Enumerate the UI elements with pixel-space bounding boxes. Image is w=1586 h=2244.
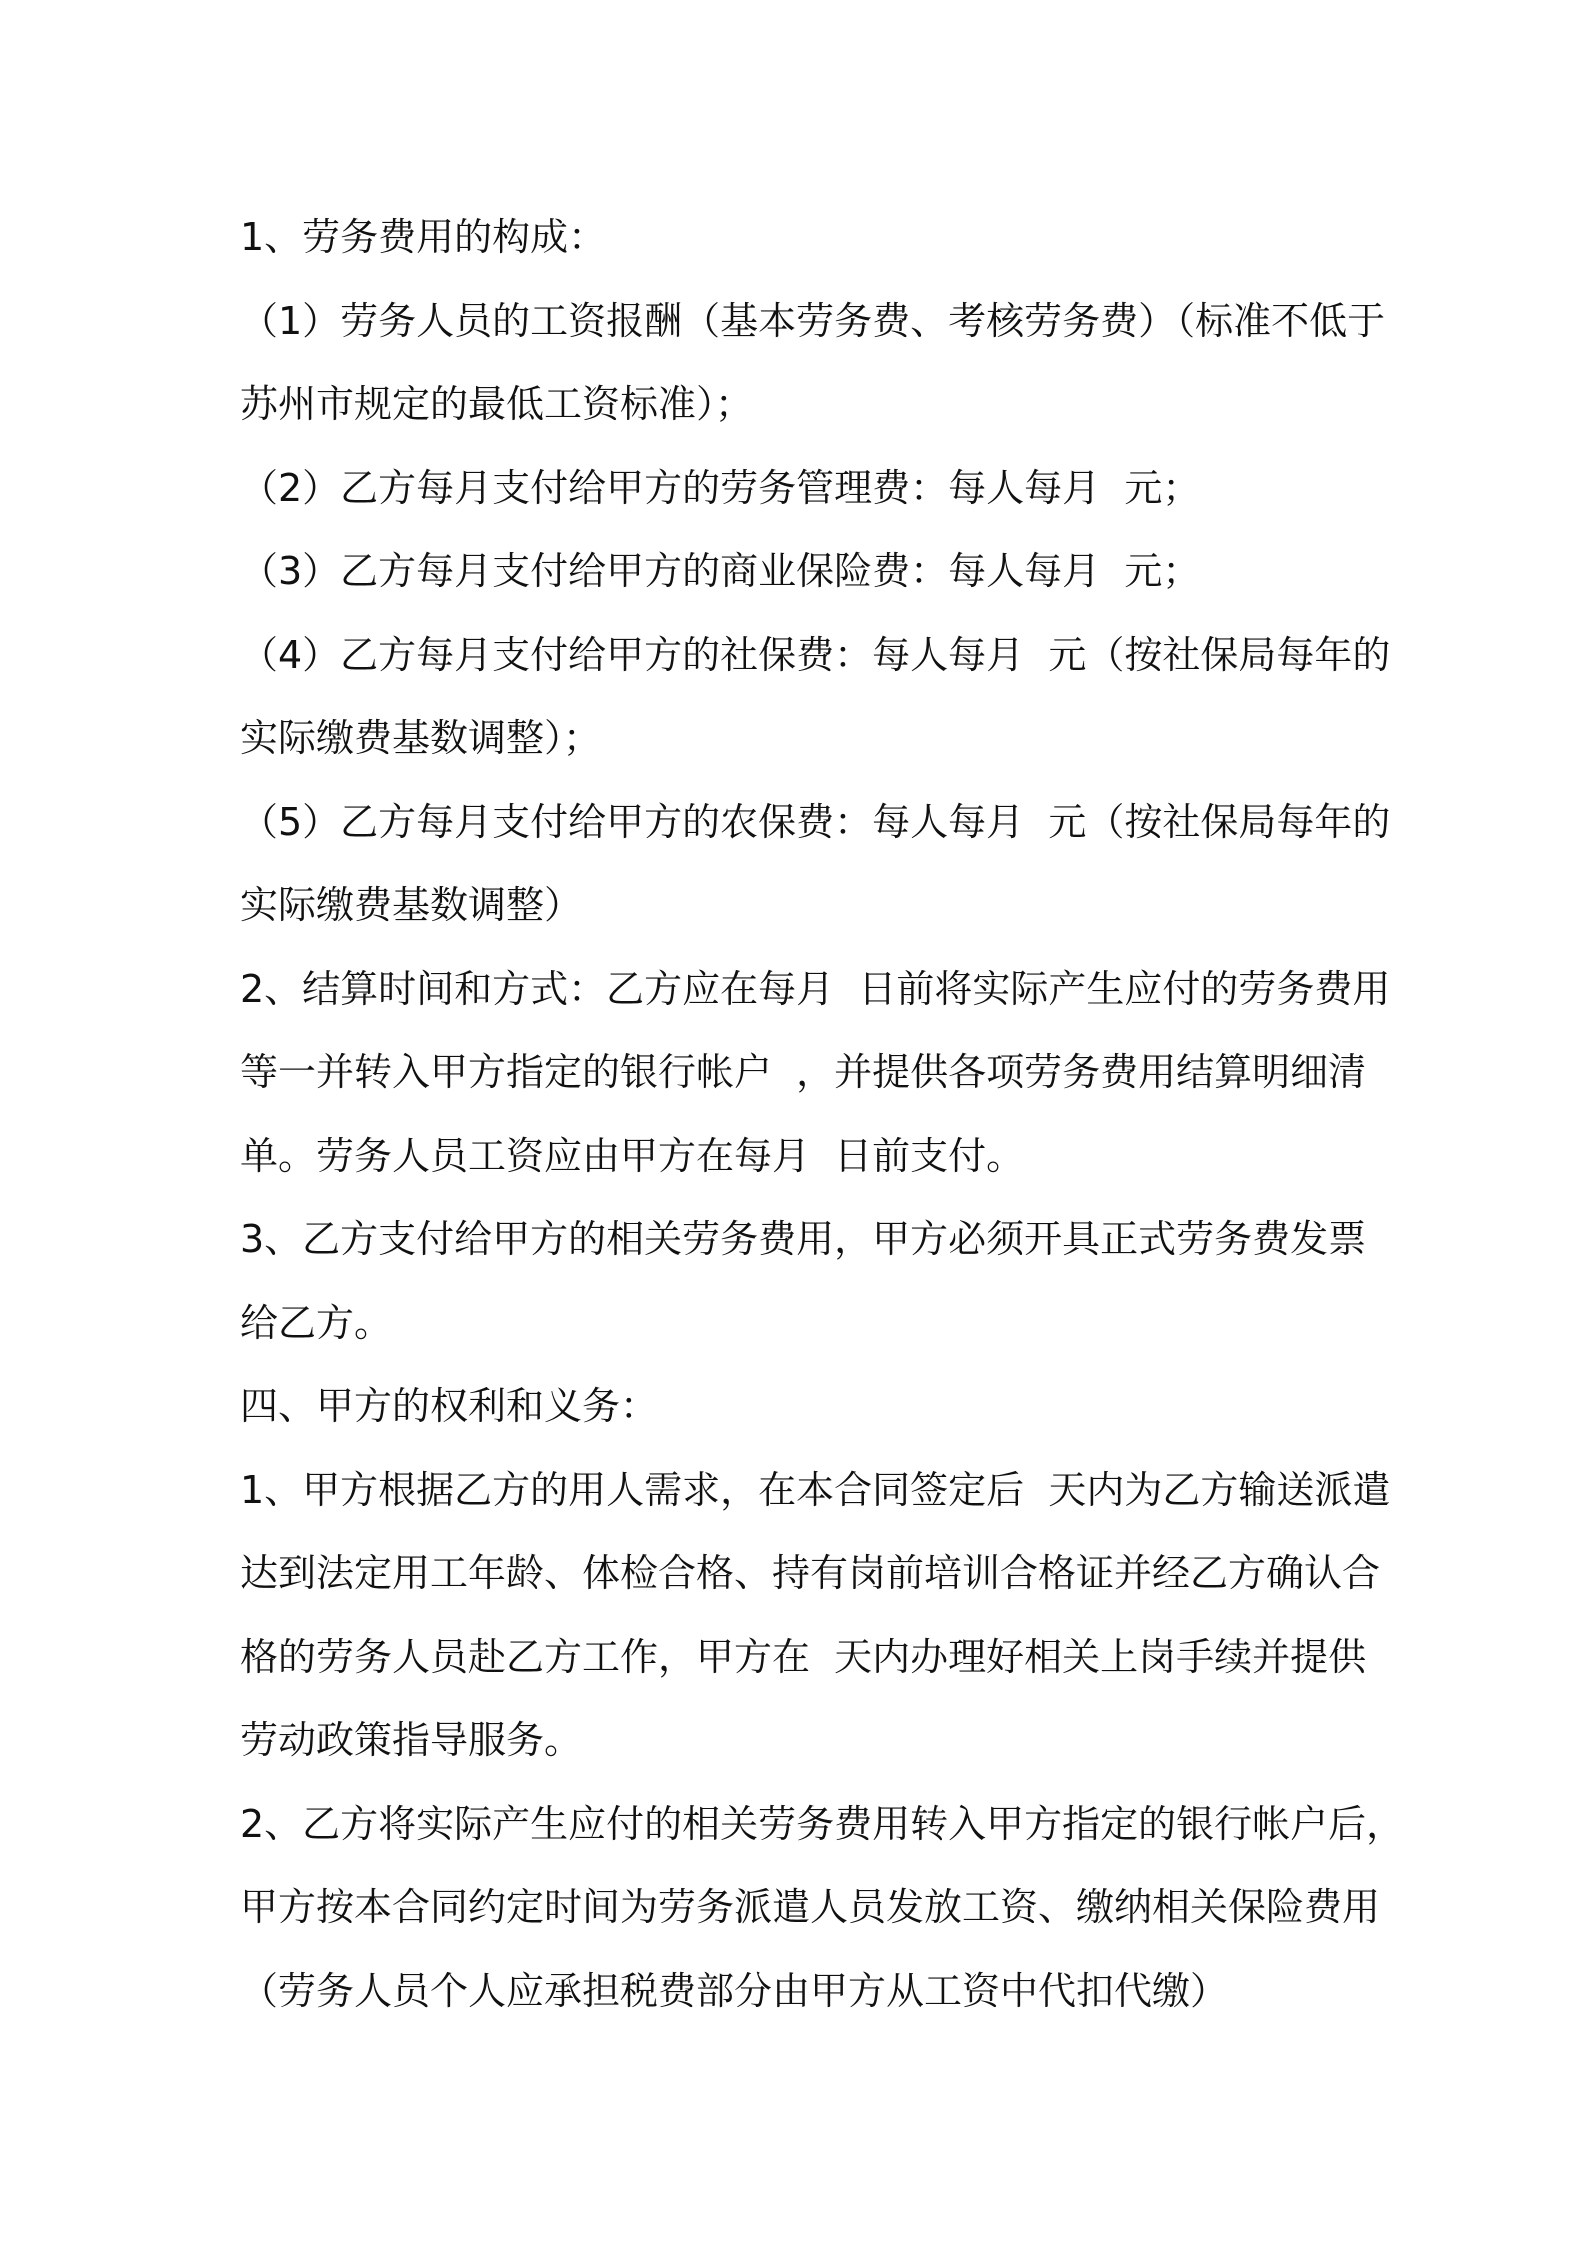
text-line: 甲方按本合同约定时间为劳务派遣人员发放工资、缴纳相关保险费用 (240, 1885, 1381, 1929)
text-line: （2）乙方每月支付给甲方的劳务管理费：每人每月 元； (240, 465, 1201, 510)
text-line: （4）乙方每月支付给甲方的社保费：每人每月 元（按社保局每年的 (240, 632, 1391, 677)
section-heading: 四、甲方的权利和义务： (240, 1384, 659, 1428)
text-line: 达到法定用工年龄、体检合格、持有岗前培训合格证并经乙方确认合 (240, 1551, 1381, 1595)
text-line: 劳动政策指导服务。 (240, 1718, 583, 1762)
text-line: 3、乙方支付给甲方的相关劳务费用，甲方必须开具正式劳务费发票 (240, 1217, 1367, 1261)
text-line: （5）乙方每月支付给甲方的农保费：每人每月 元（按社保局每年的 (240, 799, 1391, 844)
text-line: 2、结算时间和方式：乙方应在每月 日前将实际产生应付的劳务费用 (240, 966, 1391, 1011)
text-line: （劳务人员个人应承担税费部分由甲方从工资中代扣代缴） (240, 1968, 1229, 2013)
text-line: 1、劳务费用的构成： (240, 215, 607, 259)
text-line: 单。劳务人员工资应由甲方在每月 日前支付。 (240, 1133, 1025, 1178)
text-line: （1）劳务人员的工资报酬（基本劳务费、考核劳务费）（标准不低于 (240, 298, 1386, 343)
text-line: 格的劳务人员赴乙方工作，甲方在 天内办理好相关上岗手续并提供 (240, 1634, 1367, 1679)
text-line: 苏州市规定的最低工资标准）； (240, 382, 754, 426)
text-line: 1、甲方根据乙方的用人需求，在本合同签定后 天内为乙方输送派遣 (240, 1467, 1391, 1512)
text-line: 给乙方。 (240, 1300, 393, 1345)
text-line: 等一并转入甲方指定的银行帐户 ，并提供各项劳务费用结算明细清 (240, 1050, 1367, 1094)
text-line: 2、乙方将实际产生应付的相关劳务费用转入甲方指定的银行帐户后， (240, 1801, 1405, 1846)
text-line: 实际缴费基数调整） (240, 883, 583, 927)
document-body (240, 196, 1405, 2033)
text-line: 实际缴费基数调整）； (240, 716, 602, 760)
text-line: （3）乙方每月支付给甲方的商业保险费：每人每月 元； (240, 549, 1201, 593)
